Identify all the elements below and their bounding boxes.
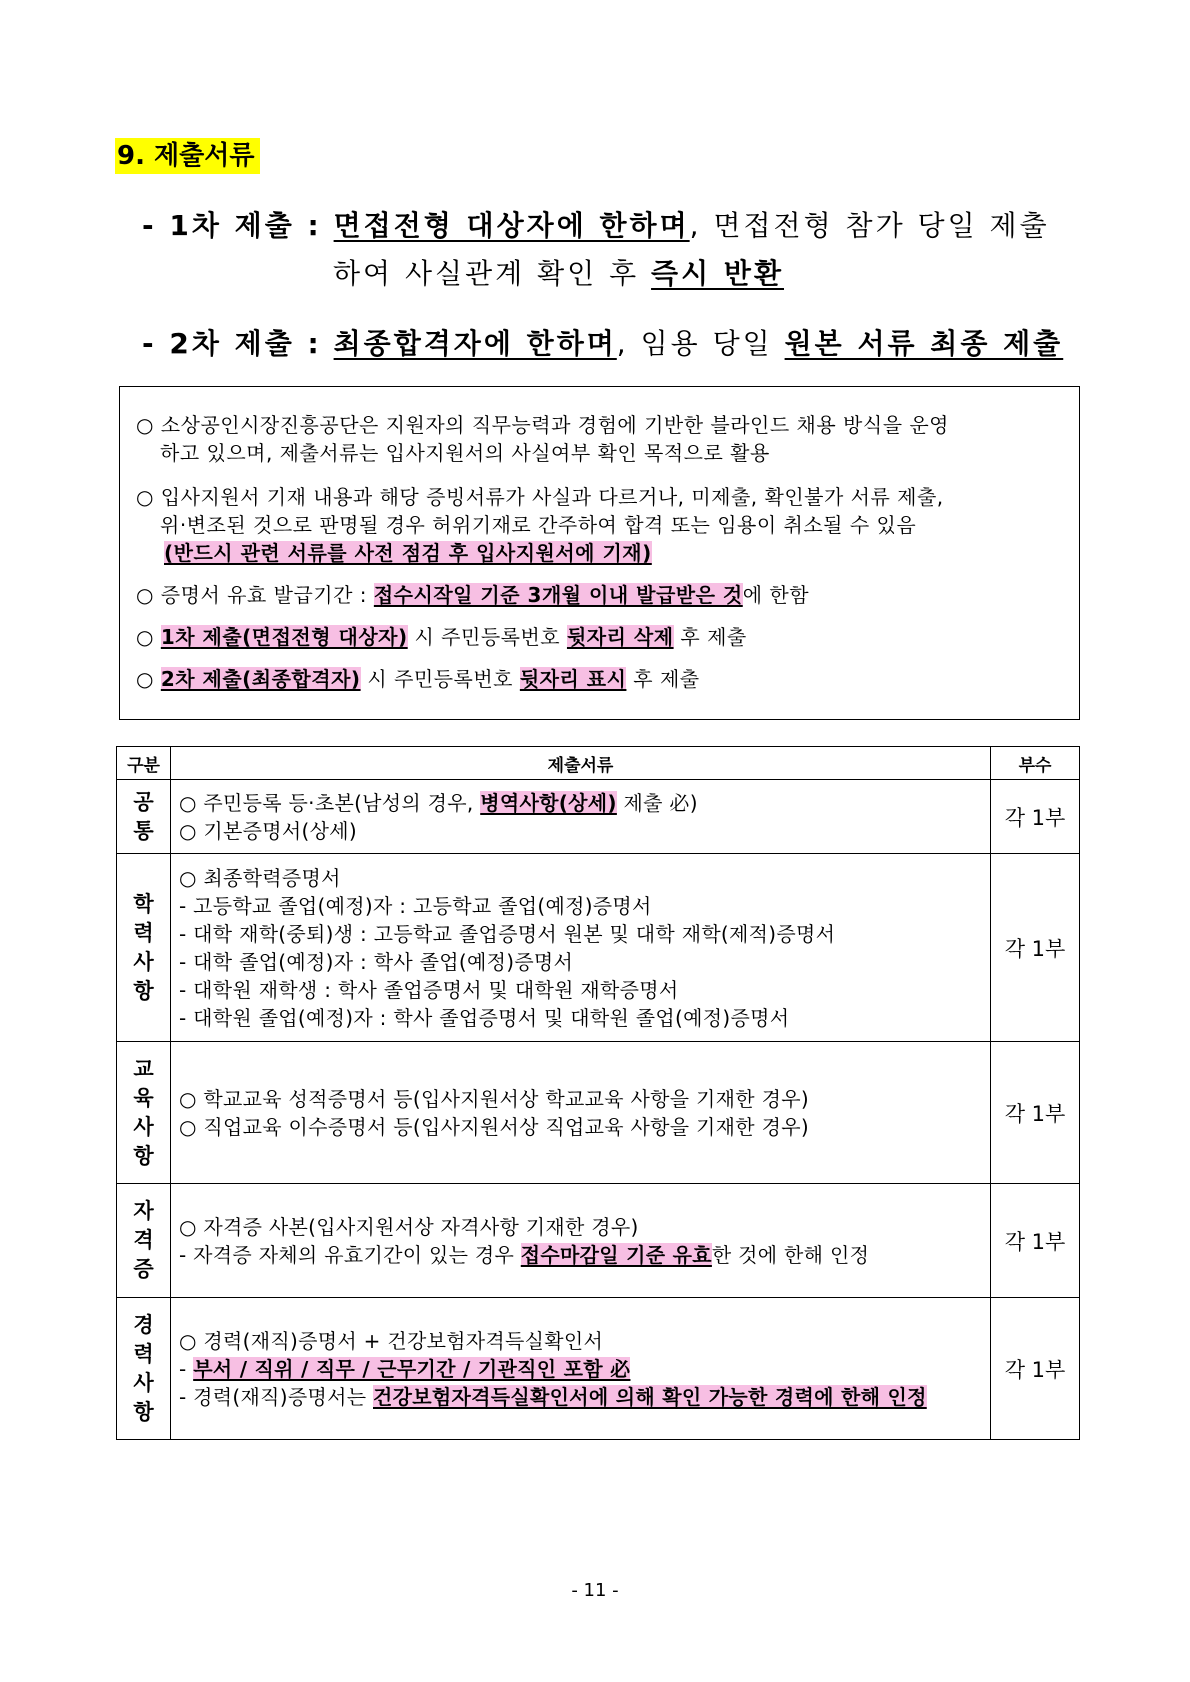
- doc-emphasis: 부서 / 직위 / 직무 / 근무기간 / 기관직인 포함 必: [193, 1356, 631, 1381]
- notice-item-4-emphasis-1: 1차 제출(면접전형 대상자): [160, 625, 408, 649]
- doc-line: - 고등학교 졸업(예정)자 : 고등학교 졸업(예정)증명서: [179, 893, 652, 918]
- table-row-certificate: [117, 1184, 1080, 1298]
- page-number: - 11 -: [571, 1580, 619, 1601]
- documents-training: [171, 1042, 991, 1184]
- second-submission-final-emphasis: 원본 서류 최종 제출: [784, 327, 1064, 360]
- doc-line: ○ 최종학력증명서: [179, 865, 341, 890]
- notice-item-2-emphasis: (반드시 관련 서류를 사전 점검 후 입사지원서에 기재): [164, 541, 652, 565]
- documents-common: [171, 780, 991, 854]
- category-char: 자: [133, 1199, 154, 1223]
- second-submission-emphasis: 최종합격자에 한하며: [333, 327, 617, 360]
- doc-line: ○ 자격증 사본(입사지원서상 자격사항 기재한 경우): [179, 1214, 639, 1239]
- doc-text: - 경력(재직)증명서는: [179, 1384, 373, 1409]
- first-submission-line1: [142, 206, 1050, 246]
- second-submission-line: [142, 324, 1063, 364]
- first-submission-line2: [333, 254, 784, 294]
- copies-common: 각 1부: [991, 780, 1080, 854]
- notice-item-3-suffix: 에 한함: [742, 583, 810, 607]
- doc-line: ○ 기본증명서(상세): [179, 818, 357, 843]
- category-char: 력: [133, 920, 154, 945]
- notice-item-1-line1: ○ 소상공인시장진흥공단은 지원자의 직무능력과 경험에 기반한 블라인드 채용 방식을 운영: [136, 413, 950, 437]
- notice-item-4-mid: 시 주민등록번호: [407, 625, 567, 649]
- documents-education: [171, 854, 991, 1042]
- second-submission-text: , 임용 당일: [616, 327, 785, 360]
- category-education: [117, 854, 171, 1042]
- category-char: 사: [133, 1114, 154, 1139]
- category-char: 통: [133, 818, 154, 843]
- table-row-career: [117, 1298, 1080, 1440]
- copies-education: 각 1부: [991, 854, 1080, 1042]
- notice-item-2-line1: ○ 입사지원서 기재 내용과 해당 증빙서류가 사실과 다르거나, 미제출, 확인불가 서류 제출,: [136, 485, 944, 509]
- doc-text: -: [179, 1356, 194, 1381]
- notice-item-3-emphasis: 접수시작일 기준 3개월 이내 발급받은 것: [373, 583, 743, 607]
- copies-career: 각 1부: [991, 1298, 1080, 1440]
- doc-line: [179, 1383, 982, 1411]
- notice-item-5-mid: 시 주민등록번호: [360, 667, 520, 691]
- notice-item-4-bullet: ○: [136, 625, 161, 649]
- first-submission-line2-text: 하여 사실관계 확인 후: [333, 257, 652, 290]
- category-char: 경: [133, 1312, 154, 1337]
- category-char: 항: [133, 1143, 154, 1168]
- category-char: 력: [133, 1341, 154, 1366]
- category-char: 사: [133, 949, 154, 974]
- category-char: 학: [133, 891, 154, 916]
- doc-text: 제출 必): [616, 790, 698, 815]
- header-copies: 부수: [991, 747, 1080, 780]
- doc-text: 한 것에 한해 인정: [711, 1242, 870, 1267]
- table-row-training: [117, 1042, 1080, 1184]
- doc-line: [179, 1355, 982, 1383]
- category-char: 공: [133, 789, 154, 814]
- table-row-education: [117, 854, 1080, 1042]
- doc-line: - 대학 재학(중퇴)생 : 고등학교 졸업증명서 원본 및 대학 재학(제적)증명서: [179, 921, 836, 946]
- notice-item-5: [136, 665, 700, 693]
- doc-emphasis: 건강보험자격득실확인서에 의해 확인 가능한 경력에 한해 인정: [373, 1384, 927, 1409]
- doc-line: - 대학 졸업(예정)자 : 학사 졸업(예정)증명서: [179, 949, 574, 974]
- header-category: 구분: [117, 747, 171, 780]
- table-header-row: [117, 747, 1080, 780]
- table-row-common: [117, 780, 1080, 854]
- copies-certificate: 각 1부: [991, 1184, 1080, 1298]
- second-submission-label: - 2차 제출 :: [142, 327, 322, 360]
- doc-line: ○ 직업교육 이수증명서 등(입사지원서상 직업교육 사항을 기재한 경우): [179, 1114, 809, 1139]
- notice-item-2-line2: 위·변조된 것으로 판명될 경우 허위기재로 간주하여 합격 또는 임용이 취소될 수 있음: [160, 513, 917, 537]
- documents-certificate: [171, 1184, 991, 1298]
- notice-item-4: [136, 623, 747, 651]
- notice-item-4-emphasis-2: 뒷자리 삭제: [566, 625, 674, 649]
- doc-emphasis: 접수마감일 기준 유효: [520, 1242, 712, 1267]
- category-common: [117, 780, 171, 854]
- doc-line: - 대학원 졸업(예정)자 : 학사 졸업증명서 및 대학원 졸업(예정)증명서: [179, 1005, 790, 1030]
- category-char: 육: [133, 1085, 154, 1110]
- first-submission-return-emphasis: 즉시 반환: [651, 257, 784, 290]
- notice-item-5-emphasis-1: 2차 제출(최종합격자): [160, 667, 361, 691]
- notice-item-5-suffix: 후 제출: [626, 667, 700, 691]
- category-char: 격: [133, 1228, 154, 1252]
- notice-item-2-line3: [164, 539, 652, 567]
- doc-line: [179, 789, 982, 817]
- notice-item-1-line2: 하고 있으며, 제출서류는 입사지원서의 사실여부 확인 목적으로 활용: [160, 441, 770, 465]
- documents-table: [116, 746, 1080, 1440]
- notice-item-3-prefix: ○ 증명서 유효 발급기간 :: [136, 583, 374, 607]
- category-char: 항: [133, 1399, 154, 1424]
- notice-item-4-suffix: 후 제출: [673, 625, 747, 649]
- category-char: 사: [133, 1370, 154, 1395]
- doc-line: [179, 1241, 982, 1269]
- first-submission-label: - 1차 제출 :: [142, 209, 322, 242]
- notice-item-3: [136, 581, 809, 609]
- notice-item-5-emphasis-2: 뒷자리 표시: [519, 667, 627, 691]
- doc-line: ○ 학교교육 성적증명서 등(입사지원서상 학교교육 사항을 기재한 경우): [179, 1086, 809, 1111]
- doc-text: ○ 주민등록 등·초본(남성의 경우,: [179, 790, 481, 815]
- category-char: 증: [133, 1257, 154, 1281]
- notice-box: [119, 386, 1080, 720]
- first-submission-text: , 면접전형 참가 당일 제출: [689, 209, 1050, 242]
- doc-line: ○ 경력(재직)증명서 + 건강보험자격득실확인서: [179, 1328, 604, 1353]
- category-char: 항: [133, 978, 154, 1003]
- category-career: [117, 1298, 171, 1440]
- section-title: 9. 제출서류: [115, 138, 260, 174]
- copies-training: 각 1부: [991, 1042, 1080, 1184]
- notice-item-5-bullet: ○: [136, 667, 161, 691]
- category-certificate: [117, 1184, 171, 1298]
- doc-line: - 대학원 재학생 : 학사 졸업증명서 및 대학원 재학증명서: [179, 977, 679, 1002]
- header-documents: 제출서류: [171, 747, 991, 780]
- doc-emphasis: 병역사항(상세): [480, 790, 617, 815]
- category-char: 교: [133, 1056, 154, 1081]
- category-training: [117, 1042, 171, 1184]
- first-submission-emphasis: 면접전형 대상자에 한하며: [333, 209, 690, 242]
- documents-career: [171, 1298, 991, 1440]
- doc-text: - 자격증 자체의 유효기간이 있는 경우: [179, 1242, 521, 1267]
